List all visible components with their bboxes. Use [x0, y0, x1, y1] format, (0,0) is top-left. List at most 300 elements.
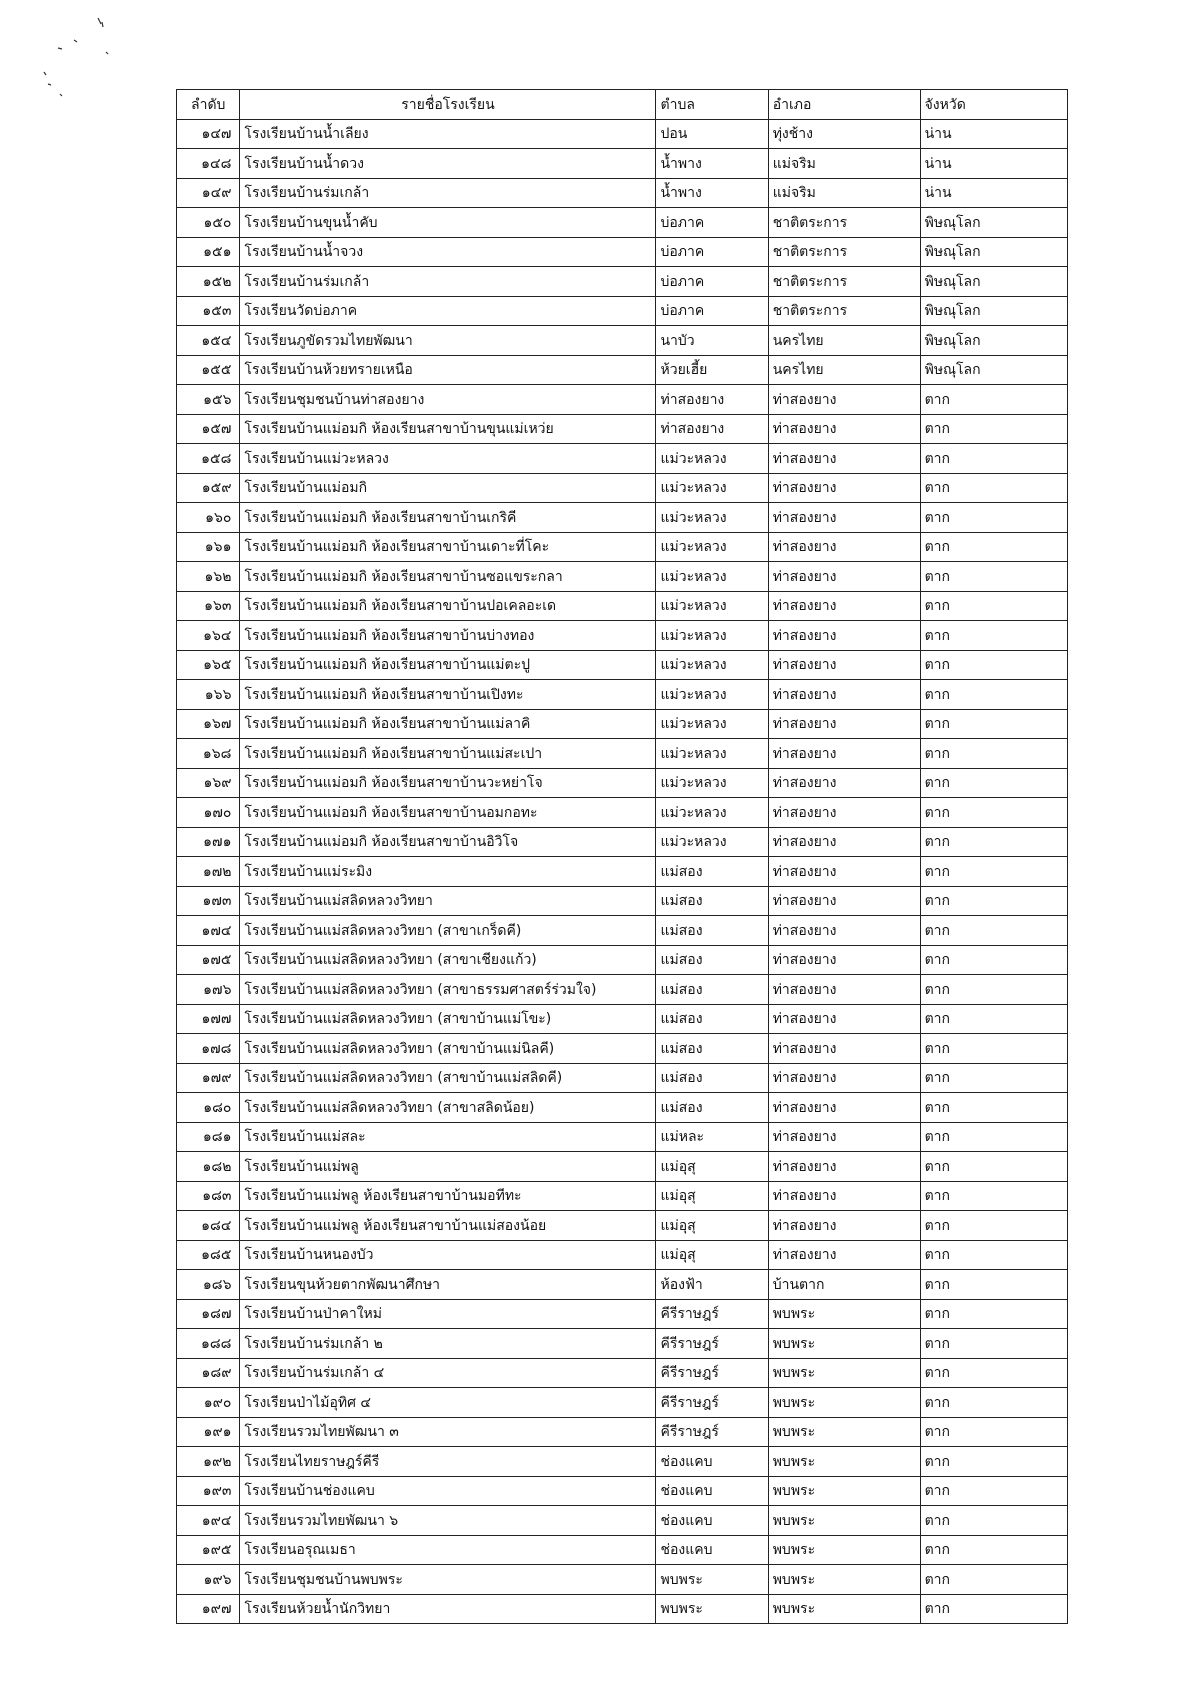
subdistrict: คีรีราษฎร์ [656, 1329, 768, 1359]
school-name: โรงเรียนชุมชนบ้านท่าสองยาง [240, 385, 656, 415]
header-row [177, 90, 1068, 120]
subdistrict: แม่สอง [656, 1064, 768, 1093]
table-row [177, 1034, 1068, 1064]
table-row [177, 916, 1068, 946]
school-name: โรงเรียนบ้านแม่พลู ห้องเรียนสาขาบ้านแม่สองน้อย [240, 1211, 656, 1241]
district: ท่าสองยาง [768, 444, 920, 474]
table-row [177, 444, 1068, 474]
row-number: ๑๖๑ [177, 533, 240, 562]
school-name: โรงเรียนบ้านแม่สลิดหลวงวิทยา (สาขาเกร็ดคี) [240, 916, 656, 946]
table-row [177, 1152, 1068, 1182]
table-row [177, 1418, 1068, 1447]
row-number: ๑๗๘ [177, 1034, 240, 1064]
row-number: ๑๘๘ [177, 1329, 240, 1359]
row-number: ๑๖๗ [177, 710, 240, 739]
district: ท่าสองยาง [768, 916, 920, 946]
province: ตาก [920, 1388, 1067, 1418]
table-body [177, 120, 1068, 1624]
row-number: ๑๘๐ [177, 1093, 240, 1123]
subdistrict: นาบัว [656, 326, 768, 356]
district: ท่าสองยาง [768, 1093, 920, 1123]
row-number: ๑๗๑ [177, 828, 240, 857]
table-row [177, 297, 1068, 326]
school-name: โรงเรียนบ้านป่าคาใหม่ [240, 1300, 656, 1329]
province: ตาก [920, 1300, 1067, 1329]
school-name: โรงเรียนบ้านน้ำดวง [240, 149, 656, 179]
province: น่าน [920, 120, 1067, 149]
table-row [177, 562, 1068, 592]
province: ตาก [920, 621, 1067, 651]
school-name: โรงเรียนบ้านแม่อมกิ ห้องเรียนสาขาบ้านบ่างทอง [240, 621, 656, 651]
district: ท่าสองยาง [768, 680, 920, 710]
subdistrict: คีรีราษฎร์ [656, 1359, 768, 1388]
school-name: โรงเรียนบ้านแม่สลิดหลวงวิทยา (สาขาธรรมศาสตร์ร่วมใจ) [240, 975, 656, 1005]
row-number: ๑๕๕ [177, 356, 240, 385]
subdistrict: ช่องแคบ [656, 1506, 768, 1536]
district: บ้านตาก [768, 1270, 920, 1300]
row-number: ๑๙๒ [177, 1447, 240, 1477]
subdistrict: แม่สอง [656, 857, 768, 887]
school-name: โรงเรียนบ้านหนองบัว [240, 1241, 656, 1270]
subdistrict: บ่อภาค [656, 267, 768, 297]
row-number: ๑๖๐ [177, 503, 240, 533]
table-row [177, 651, 1068, 680]
table-row [177, 503, 1068, 533]
row-number: ๑๘๙ [177, 1359, 240, 1388]
table-row [177, 385, 1068, 415]
table-row [177, 120, 1068, 149]
subdistrict: แม่วะหลวง [656, 769, 768, 798]
district: พบพระ [768, 1536, 920, 1565]
district: ท่าสองยาง [768, 857, 920, 887]
province: ตาก [920, 1329, 1067, 1359]
school-name: โรงเรียนบ้านแม่สละ [240, 1123, 656, 1152]
district: นครไทย [768, 356, 920, 385]
table-row [177, 798, 1068, 828]
row-number: ๑๗๗ [177, 1005, 240, 1034]
table-row [177, 887, 1068, 916]
school-name: โรงเรียนบ้านแม่อมกิ ห้องเรียนสาขาบ้านซอแขระกลา [240, 562, 656, 592]
school-name: โรงเรียนบ้านแม่อมกิ ห้องเรียนสาขาบ้านขุนแม่เหว่ย [240, 415, 656, 444]
province: ตาก [920, 1359, 1067, 1388]
subdistrict: แม่วะหลวง [656, 739, 768, 769]
scan-noise-marks [0, 0, 140, 110]
school-name: โรงเรียนรวมไทยพัฒนา ๓ [240, 1418, 656, 1447]
subdistrict: ช่องแคบ [656, 1477, 768, 1506]
school-name: โรงเรียนบ้านแม่อมกิ ห้องเรียนสาขาบ้านอิวิโจ [240, 828, 656, 857]
subdistrict: แม่วะหลวง [656, 651, 768, 680]
subdistrict: น้ำพาง [656, 149, 768, 179]
subdistrict: แม่วะหลวง [656, 798, 768, 828]
province: ตาก [920, 1005, 1067, 1034]
school-name: โรงเรียนขุนห้วยตากพัฒนาศึกษา [240, 1270, 656, 1300]
district: ท่าสองยาง [768, 592, 920, 621]
school-name: โรงเรียนห้วยน้ำนักวิทยา [240, 1595, 656, 1624]
row-number: ๑๙๗ [177, 1595, 240, 1624]
subdistrict: แม่สอง [656, 1093, 768, 1123]
school-name: โรงเรียนบ้านน้ำจวง [240, 238, 656, 267]
table-row [177, 356, 1068, 385]
district: ทุ่งช้าง [768, 120, 920, 149]
row-number: ๑๘๒ [177, 1152, 240, 1182]
province: ตาก [920, 1152, 1067, 1182]
district: พบพระ [768, 1595, 920, 1624]
header-no: ลำดับ [177, 90, 240, 120]
table-row [177, 208, 1068, 238]
header-district: อำเภอ [768, 90, 920, 120]
province: ตาก [920, 1241, 1067, 1270]
table-row [177, 946, 1068, 975]
province: ตาก [920, 916, 1067, 946]
province: ตาก [920, 1506, 1067, 1536]
table-row [177, 1506, 1068, 1536]
district: ชาติตระการ [768, 297, 920, 326]
school-name: โรงเรียนชุมชนบ้านพบพระ [240, 1565, 656, 1595]
row-number: ๑๘๖ [177, 1270, 240, 1300]
row-number: ๑๔๙ [177, 179, 240, 208]
row-number: ๑๕๒ [177, 267, 240, 297]
subdistrict: แม่วะหลวง [656, 503, 768, 533]
province: ตาก [920, 592, 1067, 621]
subdistrict: แม่หละ [656, 1123, 768, 1152]
district: พบพระ [768, 1329, 920, 1359]
school-name: โรงเรียนบ้านแม่สลิดหลวงวิทยา (สาขาบ้านแม่นิลคี) [240, 1034, 656, 1064]
row-number: ๑๘๔ [177, 1211, 240, 1241]
subdistrict: แม่วะหลวง [656, 474, 768, 503]
province: พิษณุโลก [920, 267, 1067, 297]
school-name: โรงเรียนบ้านแม่อมกิ [240, 474, 656, 503]
province: ตาก [920, 739, 1067, 769]
district: ท่าสองยาง [768, 769, 920, 798]
district: ท่าสองยาง [768, 946, 920, 975]
province: ตาก [920, 769, 1067, 798]
district: แม่จริม [768, 149, 920, 179]
table-row [177, 592, 1068, 621]
school-name: โรงเรียนบ้านน้ำเลียง [240, 120, 656, 149]
district: พบพระ [768, 1300, 920, 1329]
subdistrict: ท่าสองยาง [656, 385, 768, 415]
province: ตาก [920, 444, 1067, 474]
district: ท่าสองยาง [768, 503, 920, 533]
province: ตาก [920, 710, 1067, 739]
subdistrict: ท่าสองยาง [656, 415, 768, 444]
district: ท่าสองยาง [768, 1152, 920, 1182]
row-number: ๑๙๑ [177, 1418, 240, 1447]
row-number: ๑๗๖ [177, 975, 240, 1005]
table-row [177, 326, 1068, 356]
subdistrict: บ่อภาค [656, 297, 768, 326]
school-name: โรงเรียนบ้านแม่อมกิ ห้องเรียนสาขาบ้านแม่ลาคิ [240, 710, 656, 739]
district: ท่าสองยาง [768, 710, 920, 739]
province: ตาก [920, 1565, 1067, 1595]
school-name: โรงเรียนภูขัดรวมไทยพัฒนา [240, 326, 656, 356]
province: ตาก [920, 975, 1067, 1005]
district: ท่าสองยาง [768, 1123, 920, 1152]
row-number: ๑๗๒ [177, 857, 240, 887]
subdistrict: บ่อภาค [656, 208, 768, 238]
table-row [177, 1595, 1068, 1624]
province: พิษณุโลก [920, 238, 1067, 267]
province: พิษณุโลก [920, 297, 1067, 326]
subdistrict: น้ำพาง [656, 179, 768, 208]
subdistrict: คีรีราษฎร์ [656, 1418, 768, 1447]
subdistrict: แม่สอง [656, 975, 768, 1005]
school-name: โรงเรียนบ้านแม่ระมิง [240, 857, 656, 887]
table-row [177, 975, 1068, 1005]
row-number: ๑๗๐ [177, 798, 240, 828]
table-row [177, 1005, 1068, 1034]
school-name: โรงเรียนป่าไม้อุทิศ ๔ [240, 1388, 656, 1418]
province: ตาก [920, 474, 1067, 503]
school-name: โรงเรียนบ้านแม่อมกิ ห้องเรียนสาขาบ้านแม่ตะปู [240, 651, 656, 680]
school-name: โรงเรียนบ้านแม่อมกิ ห้องเรียนสาขาบ้านปอเคลอะเด [240, 592, 656, 621]
table-row [177, 1064, 1068, 1093]
school-name: โรงเรียนบ้านแม่อมกิ ห้องเรียนสาขาบ้านแม่สะเปา [240, 739, 656, 769]
province: ตาก [920, 562, 1067, 592]
subdistrict: ช่องแคบ [656, 1536, 768, 1565]
province: ตาก [920, 503, 1067, 533]
row-number: ๑๕๔ [177, 326, 240, 356]
province: ตาก [920, 1034, 1067, 1064]
subdistrict: แม่อุสุ [656, 1211, 768, 1241]
school-name: โรงเรียนไทยราษฎร์คีรี [240, 1447, 656, 1477]
table-row [177, 1388, 1068, 1418]
row-number: ๑๘๓ [177, 1182, 240, 1211]
header-province: จังหวัด [920, 90, 1067, 120]
subdistrict: ห้วยเฮี้ย [656, 356, 768, 385]
table-row [177, 1329, 1068, 1359]
table-row [177, 1447, 1068, 1477]
province: ตาก [920, 1270, 1067, 1300]
school-name: โรงเรียนวัดบ่อภาค [240, 297, 656, 326]
table-row [177, 680, 1068, 710]
subdistrict: แม่สอง [656, 916, 768, 946]
subdistrict: แม่สอง [656, 946, 768, 975]
table-row [177, 1477, 1068, 1506]
subdistrict: ห้องฟ้า [656, 1270, 768, 1300]
row-number: ๑๖๘ [177, 739, 240, 769]
school-name: โรงเรียนบ้านร่มเกล้า ๔ [240, 1359, 656, 1388]
province: ตาก [920, 651, 1067, 680]
subdistrict: บ่อภาค [656, 238, 768, 267]
school-name: โรงเรียนบ้านแม่พลู ห้องเรียนสาขาบ้านมอทีทะ [240, 1182, 656, 1211]
district: ท่าสองยาง [768, 533, 920, 562]
table-row [177, 769, 1068, 798]
district: ท่าสองยาง [768, 1182, 920, 1211]
header-school-name: รายชื่อโรงเรียน [240, 90, 656, 120]
district: ท่าสองยาง [768, 562, 920, 592]
row-number: ๑๕๗ [177, 415, 240, 444]
district: ชาติตระการ [768, 238, 920, 267]
table-row [177, 415, 1068, 444]
table-row [177, 1123, 1068, 1152]
province: ตาก [920, 887, 1067, 916]
subdistrict: แม่วะหลวง [656, 562, 768, 592]
subdistrict: คีรีราษฎร์ [656, 1388, 768, 1418]
district: ท่าสองยาง [768, 651, 920, 680]
row-number: ๑๖๔ [177, 621, 240, 651]
district: ท่าสองยาง [768, 1034, 920, 1064]
district: ท่าสองยาง [768, 385, 920, 415]
row-number: ๑๖๕ [177, 651, 240, 680]
subdistrict: พบพระ [656, 1565, 768, 1595]
school-name: โรงเรียนบ้านแม่อมกิ ห้องเรียนสาขาบ้านวะหย่าโจ [240, 769, 656, 798]
row-number: ๑๗๕ [177, 946, 240, 975]
row-number: ๑๙๖ [177, 1565, 240, 1595]
table-row [177, 621, 1068, 651]
school-name: โรงเรียนบ้านแม่พลู [240, 1152, 656, 1182]
district: พบพระ [768, 1418, 920, 1447]
row-number: ๑๔๘ [177, 149, 240, 179]
school-name: โรงเรียนบ้านแม่อมกิ ห้องเรียนสาขาบ้านเปิงทะ [240, 680, 656, 710]
school-name: โรงเรียนบ้านแม่อมกิ ห้องเรียนสาขาบ้านเกริคี [240, 503, 656, 533]
school-name: โรงเรียนบ้านแม่สลิดหลวงวิทยา [240, 887, 656, 916]
subdistrict: แม่วะหลวง [656, 680, 768, 710]
table-row [177, 267, 1068, 297]
district: ท่าสองยาง [768, 1241, 920, 1270]
district: ท่าสองยาง [768, 1064, 920, 1093]
province: ตาก [920, 1093, 1067, 1123]
district: พบพระ [768, 1506, 920, 1536]
row-number: ๑๙๐ [177, 1388, 240, 1418]
row-number: ๑๙๔ [177, 1506, 240, 1536]
district: ท่าสองยาง [768, 1211, 920, 1241]
school-name: โรงเรียนบ้านช่องแคบ [240, 1477, 656, 1506]
subdistrict: แม่วะหลวง [656, 533, 768, 562]
subdistrict: คีรีราษฎร์ [656, 1300, 768, 1329]
row-number: ๑๕๙ [177, 474, 240, 503]
district: ท่าสองยาง [768, 739, 920, 769]
subdistrict: แม่สอง [656, 1034, 768, 1064]
row-number: ๑๕๘ [177, 444, 240, 474]
school-name: โรงเรียนบ้านร่มเกล้า ๒ [240, 1329, 656, 1359]
district: พบพระ [768, 1388, 920, 1418]
district: ท่าสองยาง [768, 798, 920, 828]
subdistrict: แม่วะหลวง [656, 828, 768, 857]
district: แม่จริม [768, 179, 920, 208]
province: ตาก [920, 946, 1067, 975]
row-number: ๑๘๕ [177, 1241, 240, 1270]
province: ตาก [920, 798, 1067, 828]
school-name: โรงเรียนบ้านแม่สลิดหลวงวิทยา (สาขาบ้านแม่โขะ) [240, 1005, 656, 1034]
table-row [177, 1241, 1068, 1270]
subdistrict: ปอน [656, 120, 768, 149]
row-number: ๑๖๓ [177, 592, 240, 621]
district: พบพระ [768, 1447, 920, 1477]
table-row [177, 1536, 1068, 1565]
province: ตาก [920, 680, 1067, 710]
row-number: ๑๗๔ [177, 916, 240, 946]
province: ตาก [920, 828, 1067, 857]
district: พบพระ [768, 1565, 920, 1595]
row-number: ๑๙๕ [177, 1536, 240, 1565]
district: ชาติตระการ [768, 267, 920, 297]
school-name: โรงเรียนบ้านขุนน้ำคับ [240, 208, 656, 238]
school-name: โรงเรียนบ้านแม่สลิดหลวงวิทยา (สาขาเชียงแก้ว) [240, 946, 656, 975]
subdistrict: แม่วะหลวง [656, 444, 768, 474]
province: พิษณุโลก [920, 326, 1067, 356]
table-row [177, 533, 1068, 562]
school-list-table [176, 89, 1068, 1624]
district: พบพระ [768, 1359, 920, 1388]
province: ตาก [920, 1418, 1067, 1447]
school-name: โรงเรียนบ้านแม่อมกิ ห้องเรียนสาขาบ้านอมกอทะ [240, 798, 656, 828]
district: ท่าสองยาง [768, 1005, 920, 1034]
subdistrict: ช่องแคบ [656, 1447, 768, 1477]
province: ตาก [920, 1536, 1067, 1565]
province: ตาก [920, 1211, 1067, 1241]
row-number: ๑๕๖ [177, 385, 240, 415]
header-subdistrict: ตำบล [656, 90, 768, 120]
province: ตาก [920, 857, 1067, 887]
district: พบพระ [768, 1477, 920, 1506]
school-name: โรงเรียนอรุณเมธา [240, 1536, 656, 1565]
district: ท่าสองยาง [768, 415, 920, 444]
province: น่าน [920, 179, 1067, 208]
table-row [177, 1270, 1068, 1300]
table-row [177, 1093, 1068, 1123]
school-name: โรงเรียนบ้านร่มเกล้า [240, 267, 656, 297]
province: ตาก [920, 385, 1067, 415]
province: ตาก [920, 1123, 1067, 1152]
table-row [177, 1359, 1068, 1388]
table-row [177, 1182, 1068, 1211]
province: ตาก [920, 415, 1067, 444]
table-row [177, 739, 1068, 769]
province: พิษณุโลก [920, 208, 1067, 238]
province: ตาก [920, 1595, 1067, 1624]
table-row [177, 1211, 1068, 1241]
row-number: ๑๕๓ [177, 297, 240, 326]
subdistrict: แม่สอง [656, 1005, 768, 1034]
table-row [177, 1300, 1068, 1329]
school-name: โรงเรียนบ้านแม่สลิดหลวงวิทยา (สาขาสลิดน้อย) [240, 1093, 656, 1123]
school-name: โรงเรียนบ้านร่มเกล้า [240, 179, 656, 208]
school-name: โรงเรียนบ้านแม่วะหลวง [240, 444, 656, 474]
row-number: ๑๖๙ [177, 769, 240, 798]
table-row [177, 1565, 1068, 1595]
school-name: โรงเรียนบ้านห้วยทรายเหนือ [240, 356, 656, 385]
district: ชาติตระการ [768, 208, 920, 238]
province: น่าน [920, 149, 1067, 179]
row-number: ๑๔๗ [177, 120, 240, 149]
district: ท่าสองยาง [768, 975, 920, 1005]
school-name: โรงเรียนบ้านแม่สลิดหลวงวิทยา (สาขาบ้านแม่สลิดคี) [240, 1064, 656, 1093]
table-row [177, 857, 1068, 887]
school-name: โรงเรียนรวมไทยพัฒนา ๖ [240, 1506, 656, 1536]
table-row [177, 179, 1068, 208]
row-number: ๑๘๗ [177, 1300, 240, 1329]
province: ตาก [920, 1447, 1067, 1477]
school-name: โรงเรียนบ้านแม่อมกิ ห้องเรียนสาขาบ้านเดาะที่โคะ [240, 533, 656, 562]
row-number: ๑๗๓ [177, 887, 240, 916]
table-row [177, 710, 1068, 739]
table-row [177, 828, 1068, 857]
table-row [177, 238, 1068, 267]
district: ท่าสองยาง [768, 828, 920, 857]
row-number: ๑๕๐ [177, 208, 240, 238]
district: ท่าสองยาง [768, 474, 920, 503]
district: ท่าสองยาง [768, 621, 920, 651]
table-row [177, 149, 1068, 179]
subdistrict: แม่สอง [656, 887, 768, 916]
row-number: ๑๗๙ [177, 1064, 240, 1093]
row-number: ๑๘๑ [177, 1123, 240, 1152]
subdistrict: แม่อุสุ [656, 1241, 768, 1270]
table-row [177, 474, 1068, 503]
row-number: ๑๖๖ [177, 680, 240, 710]
province: ตาก [920, 1182, 1067, 1211]
